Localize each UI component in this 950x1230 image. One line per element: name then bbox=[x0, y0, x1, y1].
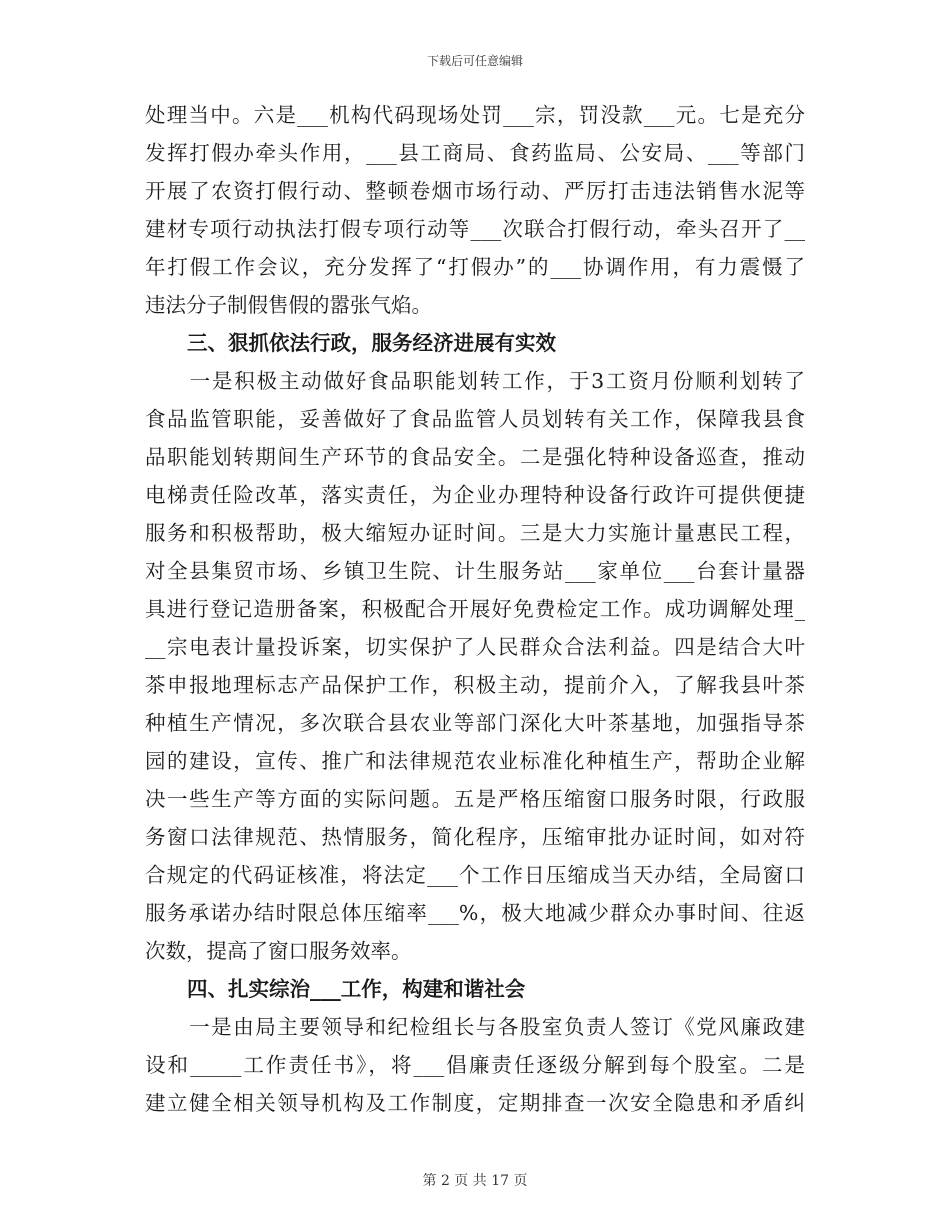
body-text-line: 决一些生产等方面的实际问题。五是严格压缩窗口服务时限，行政服 bbox=[145, 787, 805, 811]
document-body bbox=[145, 96, 805, 1122]
body-text-line: 服务和积极帮助，极大缩短办证时间。三是大力实施计量惠民工程， bbox=[145, 521, 805, 545]
body-text-line: 建立健全相关领导机构及工作制度，定期排查一次安全隐患和矛盾纠 bbox=[145, 1091, 805, 1115]
body-text-line: 处理当中。六是___机构代码现场处罚___宗，罚没款___元。七是充分 bbox=[145, 103, 805, 127]
body-text-line: 违法分子制假售假的嚣张气焰。 bbox=[145, 293, 432, 317]
page-header-note: 下载后可任意编辑 bbox=[426, 54, 523, 68]
body-text-line: 服务承诺办结时限总体压缩率___%，极大地减少群众办事时间、往返 bbox=[145, 901, 805, 925]
body-text-line: 一是由局主要领导和纪检组长与各股室负责人签订《党风廉政建 bbox=[145, 1015, 805, 1039]
body-text-line: 建材专项行动执法打假专项行动等___次联合打假行动，牵头召开了__ bbox=[145, 217, 805, 241]
body-text-line: 年打假工作会议，充分发挥了“打假办”的___协调作用，有力震慑了 bbox=[145, 255, 805, 279]
page-footer-number: 第 2 页 共 17 页 bbox=[422, 1173, 528, 1189]
section-heading: 三、狠抓依法行政，服务经济进展有实效 bbox=[187, 331, 556, 355]
body-text-line: 务窗口法律规范、热情服务，简化程序，压缩审批办证时间，如对符 bbox=[145, 825, 805, 849]
body-text-line: 一是积极主动做好食品职能划转工作，于3工资月份顺利划转了 bbox=[145, 369, 805, 393]
body-text-line: 合规定的代码证核准，将法定___个工作日压缩成当天办结，全局窗口 bbox=[145, 863, 805, 887]
body-text-line: 电梯责任险改革，落实责任，为企业办理特种设备行政许可提供便捷 bbox=[145, 483, 805, 507]
body-text-line: 开展了农资打假行动、整顿卷烟市场行动、严厉打击违法销售水泥等 bbox=[145, 179, 805, 203]
body-text-line: 具进行登记造册备案，积极配合开展好免费检定工作。成功调解处理_ bbox=[145, 597, 805, 621]
body-text-line: 对全县集贸市场、乡镇卫生院、计生服务站___家单位___台套计量器 bbox=[145, 559, 805, 583]
body-text-line: 设和_____工作责任书》，将___倡廉责任逐级分解到每个股室。二是 bbox=[145, 1053, 805, 1077]
body-text-line: 品职能划转期间生产环节的食品安全。二是强化特种设备巡查，推动 bbox=[145, 445, 805, 469]
section-heading: 四、扎实综治___工作，构建和谐社会 bbox=[187, 977, 526, 1001]
body-text-line: 发挥打假办牵头作用，___县工商局、食药监局、公安局、___等部门 bbox=[145, 141, 805, 165]
body-text-line: __宗电表计量投诉案，切实保护了人民群众合法利益。四是结合大叶 bbox=[145, 635, 805, 659]
body-text-line: 食品监管职能，妥善做好了食品监管人员划转有关工作，保障我县食 bbox=[145, 407, 805, 431]
body-text-line: 园的建设，宣传、推广和法律规范农业标准化种植生产，帮助企业解 bbox=[145, 749, 805, 773]
body-text-line: 茶申报地理标志产品保护工作，积极主动，提前介入，了解我县叶茶 bbox=[145, 673, 805, 697]
body-text-line: 种植生产情况，多次联合县农业等部门深化大叶茶基地，加强指导茶 bbox=[145, 711, 805, 735]
body-text-line: 次数，提高了窗口服务效率。 bbox=[145, 939, 412, 963]
